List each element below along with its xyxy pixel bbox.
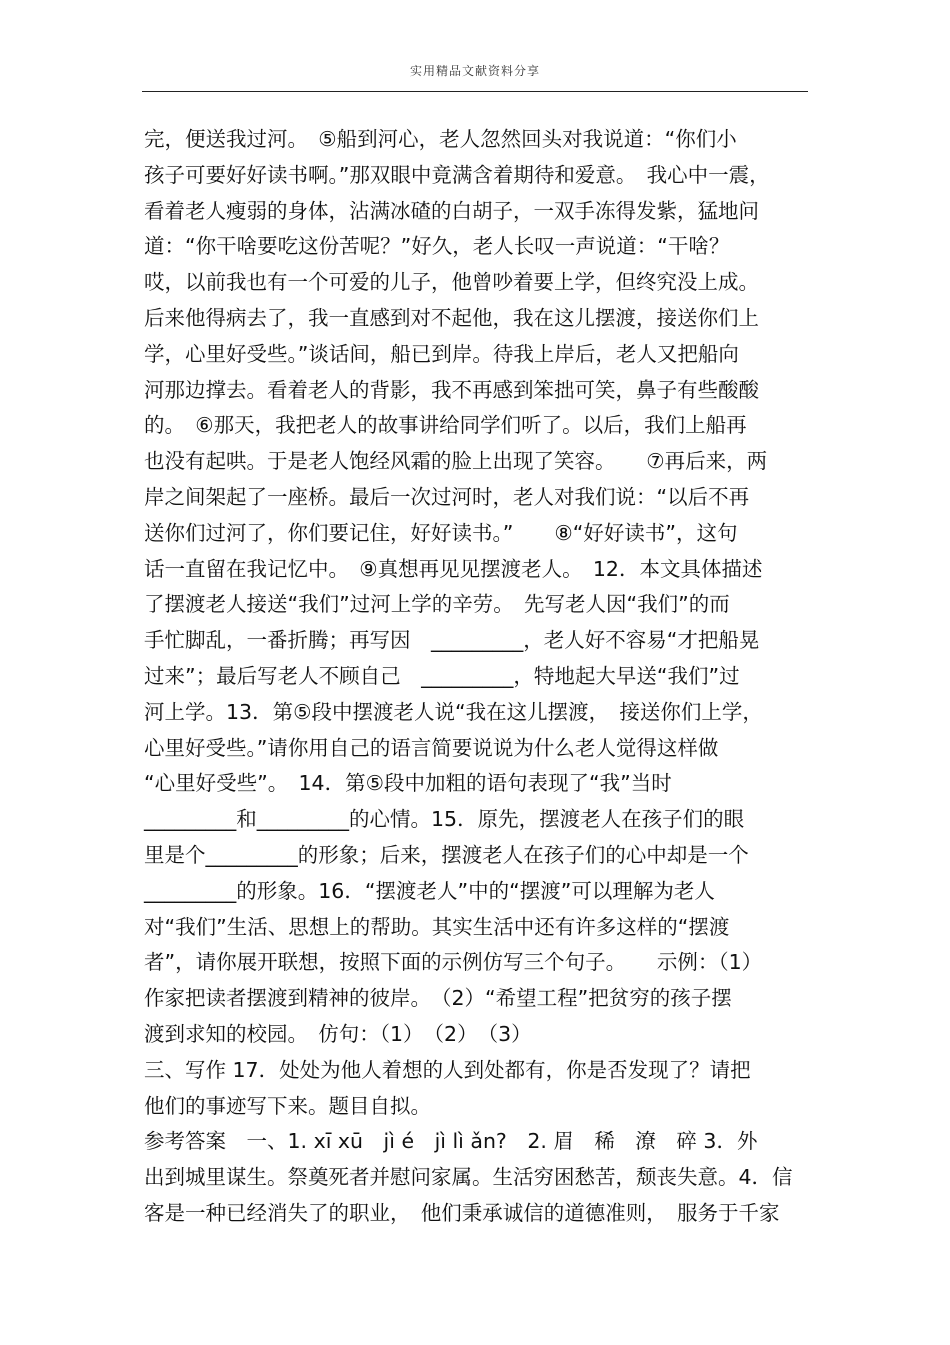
document-body (144, 122, 824, 1232)
text-line: 的。 ⑥那天，我把老人的故事讲给同学们听了。以后，我们上船再 (144, 413, 747, 438)
text-line: 后来他得病去了，我一直感到对不起他，我在这儿摆渡，接送你们上 (144, 305, 759, 330)
text-line: “心里好受些”。 14．第⑤段中加粗的语句表现了“我”当时 (144, 771, 672, 796)
text-line: 出到城里谋生。祭奠死者并慰问家属。生活穷困愁苦，颓丧失意。4．信 (144, 1165, 793, 1190)
page-header: 实用精品文献资料分享 (409, 64, 540, 78)
text-line: 河那边撑去。看着老人的背影，我不再感到笨拙可笑，鼻子有些酸酸 (144, 377, 759, 402)
text-line: 岸之间架起了一座桥。最后一次过河时，老人对我们说：“以后不再 (144, 484, 750, 509)
text-line: 过来”；最后写老人不顾自己 _________，特地起大早送“我们”过 (144, 663, 740, 688)
text-line: 参考答案 一、1. xī xū jì é jì lì ǎn? 2. 眉 稀 潦 碎 3．外 (144, 1129, 758, 1154)
text-line: 了摆渡老人接送“我们”过河上学的辛劳。 先写老人因“我们”的而 (144, 592, 730, 617)
text-line: 作家把读者摆渡到精神的彼岸。 （2）“希望工程”把贫穷的孩子摆 (144, 986, 732, 1011)
text-line: 渡到求知的校园。 仿句：（1） （2） （3） (144, 1021, 532, 1046)
text-line: 心里好受些。”请你用自己的语言简要说说为什么老人觉得这样做 (144, 735, 719, 760)
text-line: 对“我们”生活、思想上的帮助。其实生活中还有许多这样的“摆渡 (144, 914, 730, 939)
text-line: 也没有起哄。于是老人饱经风霜的脸上出现了笑容。 ⑦再后来，两 (144, 449, 768, 474)
text-line: 送你们过河了，你们要记住，好好读书。” ⑧“好好读书”，这句 (144, 520, 738, 545)
text-line: _________和_________的心情。15．原先，摆渡老人在孩子们的眼 (144, 807, 745, 832)
text-line: 孩子可要好好读书啊。”那双眼中竟满含着期待和爱意。 我心中一震， (144, 162, 770, 187)
text-line: 看着老人瘦弱的身体，沾满冰碴的白胡子，一双手冻得发紫，猛地问 (144, 198, 759, 223)
text-line: 客是一种已经消失了的职业， 他们秉承诚信的道德准则， 服务于千家 (144, 1200, 780, 1225)
header-divider (142, 91, 808, 92)
text-line: 完，便送我过河。 ⑤船到河心，老人忽然回头对我说道：“你们小 (144, 127, 737, 151)
text-line: 河上学。13．第⑤段中摆渡老人说“我在这儿摆渡， 接送你们上学， (144, 699, 763, 724)
text-line: 者”，请你展开联想，按照下面的示例仿写三个句子。 示例：（1） (144, 950, 763, 975)
text-line: 三、写作 17．处处为他人着想的人到处都有，你是否发现了？请把 (144, 1057, 751, 1082)
text-line: 道：“你干啥要吃这份苦呢？”好久，老人长叹一声说道：“干啥？ (144, 234, 730, 259)
text-line: 话一直留在我记忆中。 ⑨真想再见见摆渡老人。 12．本文具体描述 (144, 556, 763, 581)
text-line: 里是个_________的形象；后来，摆渡老人在孩子们的心中却是一个 (144, 842, 749, 867)
text-line: 他们的事迹写下来。题目自拟。 (144, 1093, 431, 1118)
text-line: _________的形象。16．“摆渡老人”中的“摆渡”可以理解为老人 (144, 878, 715, 903)
text-line: 学，心里好受些。”谈话间，船已到岸。待我上岸后，老人又把船向 (144, 341, 739, 366)
text-line: 手忙脚乱，一番折腾；再写因 _________，老人好不容易“才把船晃 (144, 628, 760, 653)
text-line: 哎，以前我也有一个可爱的儿子，他曾吵着要上学，但终究没上成。 (144, 270, 759, 295)
